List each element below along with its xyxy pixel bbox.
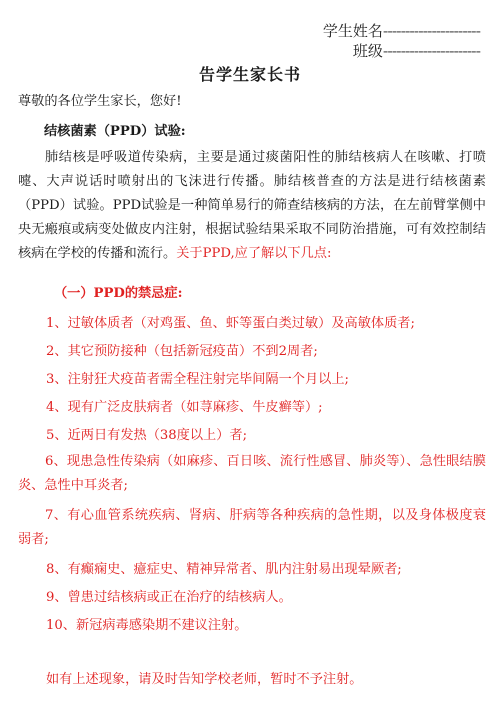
contraindication-item-4: 4、现有广泛皮肤病者（如荨麻疹、牛皮癣等）; bbox=[46, 400, 323, 415]
contraindication-item-3: 3、注射狂犬疫苗者需全程注射完毕间隔一个月以上; bbox=[46, 372, 349, 387]
contraindication-item-9: 9、曾患过结核病或正在治疗的结核病人。 bbox=[46, 590, 292, 605]
greeting: 尊敬的各位学生家长，您好! bbox=[18, 94, 182, 109]
intro-text: 肺结核是呼吸道传染病，主要是通过痰菌阳性的肺结核病人在咳嗽、打喷嚏、大声说话时喷射出的飞沫进行传播。肺结核普查的方法是进行结核菌素（PPD）试验。PPD试验是一种简单易行的筛查结核病的方法，在左前臂掌侧中央无瘢痕或病变处做皮内注射，根据试验结果采取不同防治措施，可有效控制结核病在学校的传播和流行。 bbox=[18, 150, 486, 261]
contraindications-heading: （一）PPD的禁忌症: bbox=[54, 286, 183, 301]
document-title: 告学生家长书 bbox=[198, 65, 301, 84]
intro-paragraph bbox=[18, 146, 486, 266]
class-blank: ---------------------- bbox=[382, 42, 480, 60]
contraindication-item-5: 5、近两日有发热（38度以上）者; bbox=[46, 428, 248, 443]
student-name-label: 学生姓名 bbox=[322, 22, 383, 40]
contraindication-item-2: 2、其它预防接种（包括新冠疫苗）不到2周者; bbox=[46, 344, 318, 359]
class-label: 班级 bbox=[352, 42, 383, 60]
student-name-blank: ---------------------- bbox=[382, 22, 480, 40]
intro-highlight: 关于PPD,应了解以下几点: bbox=[176, 246, 332, 261]
contraindication-item-10: 10、新冠病毒感染期不建议注射。 bbox=[46, 618, 248, 633]
class-line bbox=[353, 42, 480, 60]
contraindication-item-8: 8、有癫痫史、癔症史、精神异常者、肌内注射易出现晕厥者; bbox=[46, 562, 402, 577]
contraindication-item-7: 7、有心血管系统疾病、肾病、肝病等各种疾病的急性期，以及身体极度衰弱者; bbox=[18, 508, 486, 547]
student-name-line bbox=[323, 22, 480, 40]
closing-note: 如有上述现象，请及时告知学校老师，暂时不予注射。 bbox=[46, 672, 363, 687]
contraindication-item-6: 6、现患急性传染病（如麻疹、百日咳、流行性感冒、肺炎等）、急性眼结膜炎、急性中耳炎者; bbox=[18, 454, 486, 493]
section-heading: 结核菌素（PPD）试验: bbox=[44, 124, 186, 139]
contraindication-item-1: 1、过敏体质者（对鸡蛋、鱼、虾等蛋白类过敏）及高敏体质者; bbox=[46, 316, 415, 331]
